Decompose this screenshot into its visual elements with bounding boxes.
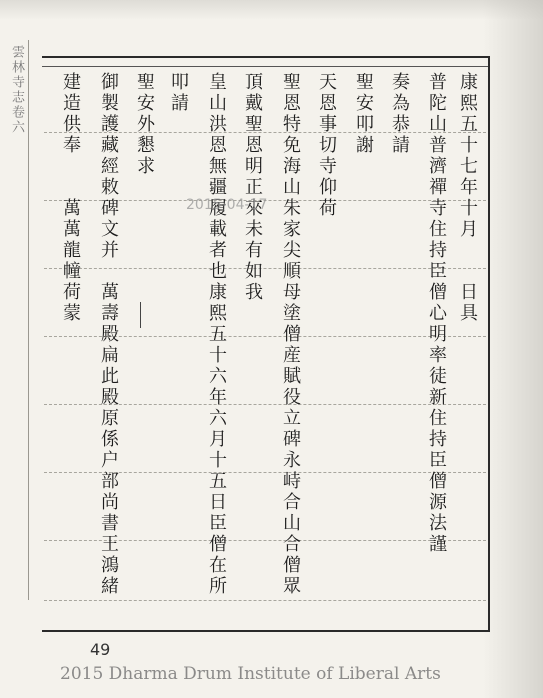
- text-column: 天恩事切寺仰荷: [316, 72, 337, 219]
- page-top-shadow: [0, 0, 543, 20]
- text-column: 皇山洪恩無疆履載者也康熙五十六年六月十五日臣僧在所: [206, 72, 227, 597]
- text-column: 康熙五十七年十月 日具: [457, 72, 478, 324]
- text-column: 建造供奉 萬萬龍幢荷蒙: [60, 72, 81, 324]
- footer-watermark: 2015 Dharma Drum Institute of Liberal Arts: [60, 664, 441, 684]
- text-column: 普陀山普濟禪寺住持臣僧心明率徒新住持臣僧源法謹: [426, 72, 447, 555]
- margin-label: 雲林寺志卷六: [9, 45, 24, 135]
- text-column: 頂戴聖恩明正來未有如我: [242, 72, 263, 303]
- text-column: 叩請: [168, 72, 189, 114]
- frame-inner-rule: [42, 66, 488, 67]
- date-watermark: 2015-04-17: [186, 197, 268, 213]
- page-spine-shadow: [483, 0, 543, 698]
- row-rule: [44, 600, 486, 601]
- text-column: 聖恩特免海山朱家尖順母塗僧産賦役立碑永峙合山合僧眾: [280, 72, 301, 597]
- text-column: 奏為恭請: [389, 72, 410, 156]
- text-column: 聖安外懇求: [134, 72, 155, 177]
- margin-tick-mark: [140, 302, 147, 328]
- text-column: 聖安叩謝: [353, 72, 374, 156]
- text-column: 御製護藏經敕碑文并 萬壽殿扁此殿原係户部尚書王鴻緒: [98, 72, 119, 597]
- page-number: 49: [90, 640, 111, 659]
